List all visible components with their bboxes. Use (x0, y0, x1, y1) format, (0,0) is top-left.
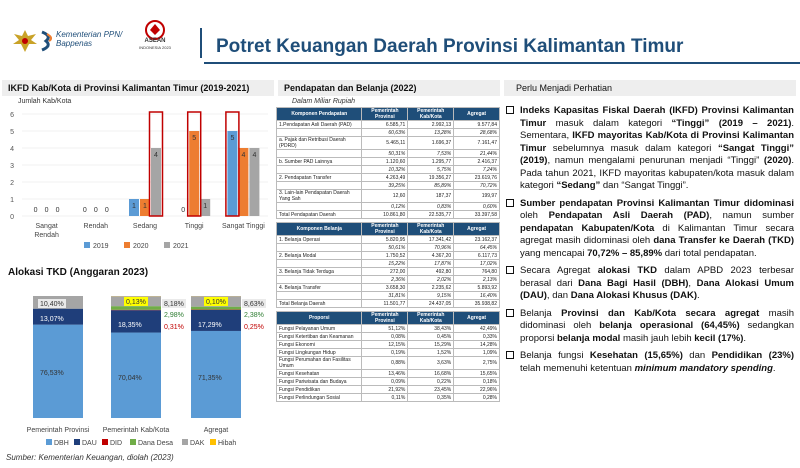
perhatian-item (506, 265, 794, 303)
tkd-label: 13,07% (40, 316, 64, 323)
ikfd-legend-swatch (164, 242, 170, 248)
table-cell: 3,63% (408, 357, 454, 370)
tkd-label: 8,18% (164, 301, 184, 308)
table-cell (277, 260, 362, 268)
ikfd-data-label: 1 (143, 203, 147, 210)
ikfd-ytick: 0 (10, 214, 14, 221)
tkd-label: 0,13% (126, 299, 146, 306)
title-underline (204, 62, 800, 64)
table-cell: 7,53% (408, 150, 454, 158)
ikfd-category-label: Rendah (83, 223, 109, 230)
checkbox-bullet-icon (506, 199, 514, 207)
table-cell: 4. Belanja Transfer (277, 284, 362, 292)
table-cell: 4.263,49 (362, 174, 408, 182)
table-row (277, 260, 500, 268)
table-cell (277, 182, 362, 190)
table-header-cell: Komponen Pendapatan (277, 108, 362, 121)
table-cell: 10,32% (362, 166, 408, 174)
table-cell (277, 166, 362, 174)
tkd-legend-label: DAK (190, 440, 205, 447)
perhatian-text: Belanja fungsi Kesehatan (15,65%) dan Pendidikan (23%) telah memenuhi ketentuan minimum mandatory spending. (520, 350, 795, 374)
table-cell: 17.341,42 (408, 236, 454, 244)
table-cell: 764,80 (454, 268, 500, 276)
source-note: Sumber: Kementerian Keuangan, diolah (2023) (6, 453, 174, 462)
table-row (277, 292, 500, 300)
ikfd-category-label: Tinggi (184, 223, 204, 230)
table-row (277, 333, 500, 341)
asean-label: ASEAN (144, 38, 166, 44)
table-cell: 9.577,84 (454, 121, 500, 129)
table-cell (277, 244, 362, 252)
perhatian-text: Sumber pendapatan Provinsi Kalimantan Timur didominasi oleh Pendapatan Asli Daerah (PAD), namun sumber pendapatan Kabupaten/Kota di Kalimantan Timur secara agregat masih didominasi oleh dana Transfer ke Daerah (TKD) yang mencapai 70,72% – 85,89% dari total pendapatan. (520, 197, 794, 259)
ministry-name (56, 30, 122, 48)
page-title: Potret Keuangan Daerah Provinsi Kalimantan Timur (216, 36, 684, 57)
table-cell: 31,81% (362, 292, 408, 300)
header-divider (200, 28, 202, 58)
ikfd-data-label: 1 (203, 203, 208, 210)
table-cell: a. Pajak dan Retribusi Daerah (PDRD) (277, 137, 362, 150)
table-row (277, 174, 500, 182)
ikfd-data-label: 0 (55, 207, 60, 214)
belanja-table (276, 222, 500, 308)
table-row (277, 137, 500, 150)
ikfd-legend-label: 2020 (133, 243, 149, 250)
table-cell: 50,61% (362, 244, 408, 252)
ikfd-data-label: 0 (104, 207, 109, 214)
tkd-legend-label: DAU (82, 440, 97, 447)
table-cell: 1.696,37 (408, 137, 454, 150)
table-header-cell: Proporsi (277, 312, 362, 325)
table-row (277, 129, 500, 137)
table-cell: Fungsi Ketertiban dan Keamanan (277, 333, 362, 341)
table-row (277, 182, 500, 190)
table-cell: 5.465,11 (362, 137, 408, 150)
tkd-label: 76,53% (40, 370, 64, 377)
perhatian-item (506, 198, 794, 261)
checkbox-bullet-icon (506, 106, 514, 114)
table-header-cell: Agregat (454, 108, 500, 121)
table-cell (277, 276, 362, 284)
tkd-label: 0,31% (164, 324, 184, 331)
perhatian-text: Secara Agregat alokasi TKD dalam APBD 2023 terbesar berasal dari Dana Bagi Hasil (DBH), Dana Alokasi Umum (DAU), dan Dana Alokasi Khusus (DAK). (520, 265, 794, 301)
table-cell: 11.501,77 (362, 300, 408, 308)
table-cell: 5,75% (408, 166, 454, 174)
table-cell: 0,12% (362, 203, 408, 211)
tkd-label: 8,63% (244, 301, 264, 308)
fungsi-table (276, 311, 500, 402)
ministry-line1: Kementerian PPN/ (56, 30, 123, 39)
checkbox-bullet-icon (506, 309, 514, 317)
table-row (277, 370, 500, 378)
table-cell: 17,87% (408, 260, 454, 268)
ikfd-legend-label: 2019 (93, 243, 109, 250)
table-row (277, 284, 500, 292)
tkd-legend-swatch (46, 439, 52, 445)
tkd-title: Alokasi TKD (Anggaran 2023) (8, 267, 149, 278)
tkd-legend-swatch (210, 439, 216, 445)
ikfd-data-label: 0 (93, 207, 98, 214)
table-cell: 70,72% (454, 182, 500, 190)
table-cell: 70,96% (408, 244, 454, 252)
table-cell: 1,09% (454, 349, 500, 357)
table-header-cell: Pemerintah Kab/Kota (408, 223, 454, 236)
table-cell: 187,37 (408, 190, 454, 203)
table-header-cell: Pemerintah Provinsi (362, 312, 408, 325)
table-cell: 23.162,37 (454, 236, 500, 244)
tkd-category-label: Pemerintah Provinsi (26, 427, 90, 434)
table-cell: 0,08% (362, 333, 408, 341)
tkd-legend-label: Hibah (218, 440, 237, 447)
ikfd-category-label: Sangat (35, 223, 58, 230)
table-row (277, 252, 500, 260)
table-section-title: Pendapatan dan Belanja (2022) (284, 83, 417, 93)
tkd-label: 17,29% (198, 322, 222, 329)
table-row (277, 394, 500, 402)
table-cell: 19.356,27 (408, 174, 454, 182)
table-row (277, 349, 500, 357)
ikfd-ytick: 1 (10, 197, 14, 204)
tkd-label: 2,98% (164, 312, 184, 319)
ikfd-data-label: 4 (241, 152, 246, 159)
perhatian-list (506, 105, 794, 380)
ikfd-category-label-2: Rendah (34, 232, 59, 239)
ikfd-legend-label: 2021 (173, 243, 189, 250)
ikfd-data-label: 0 (181, 207, 186, 214)
table-row (277, 236, 500, 244)
table-cell: 2,13% (454, 276, 500, 284)
tkd-legend-swatch (182, 439, 188, 445)
tkd-category-label: Agregat (203, 427, 229, 434)
table-cell: 0,45% (408, 333, 454, 341)
tkd-label: 70,04% (118, 375, 142, 382)
ikfd-legend-swatch (124, 242, 130, 248)
table-cell: Total Pendapatan Daerah (277, 211, 362, 219)
table-cell: 2. Belanja Modal (277, 252, 362, 260)
ikfd-category-label: Sangat Tinggi (221, 223, 265, 230)
table-cell: 1,52% (408, 349, 454, 357)
ikfd-category-label: Sedang (132, 223, 158, 230)
table-row (277, 166, 500, 174)
table-cell: Fungsi Lingkungan Hidup (277, 349, 362, 357)
table-cell: 1.295,77 (408, 158, 454, 166)
table-cell: 492,80 (408, 268, 454, 276)
tkd-legend-swatch (130, 439, 136, 445)
table-cell: 1. Belanja Operasi (277, 236, 362, 244)
table-row (277, 158, 500, 166)
table-cell: 21,92% (362, 386, 408, 394)
perhatian-item (506, 105, 794, 193)
table-cell: 272,00 (362, 268, 408, 276)
table-cell: 1.120,60 (362, 158, 408, 166)
perhatian-item (506, 308, 794, 346)
table-cell: 7.161,47 (454, 137, 500, 150)
table-cell: 2,36% (362, 276, 408, 284)
table-cell: 2. Pendapatan Transfer (277, 174, 362, 182)
tkd-legend-swatch (102, 439, 108, 445)
table-header-cell: Komponen Belanja (277, 223, 362, 236)
table-cell: 85,89% (408, 182, 454, 190)
table-cell: 24.437,05 (408, 300, 454, 308)
table-cell: 15,65% (454, 370, 500, 378)
table-cell: 12,15% (362, 341, 408, 349)
table-cell: 5.893,92 (454, 284, 500, 292)
table-header-cell: Agregat (454, 223, 500, 236)
perhatian-item (506, 350, 794, 375)
ikfd-data-label: 5 (230, 135, 235, 142)
table-cell: Fungsi Pendidikan (277, 386, 362, 394)
header (0, 0, 800, 70)
table-cell: 28,68% (454, 129, 500, 137)
table-cell: Fungsi Pelayanan Umum (277, 325, 362, 333)
tkd-bar-segment (111, 306, 161, 310)
table-cell: 39,25% (362, 182, 408, 190)
ikfd-bar (227, 131, 237, 216)
table-cell: 22,96% (454, 386, 500, 394)
table-cell: 33.397,58 (454, 211, 500, 219)
table-cell: Fungsi Perumahan dan Fasilitas Umum (277, 357, 362, 370)
ikfd-title: IKFD Kab/Kota di Provinsi Kalimantan Timur (2019-2021) (8, 83, 250, 93)
table-cell: 0,18% (454, 378, 500, 386)
table-row (277, 244, 500, 252)
table-cell: 3. Belanja Tidak Terduga (277, 268, 362, 276)
table-cell: 50,31% (362, 150, 408, 158)
finance-tables (276, 107, 500, 402)
table-cell: 5.820,95 (362, 236, 408, 244)
table-cell: 0,19% (362, 349, 408, 357)
table-row (277, 386, 500, 394)
ikfd-data-label: 0 (33, 207, 38, 214)
table-row (277, 300, 500, 308)
table-cell (277, 292, 362, 300)
ikfd-data-label: 1 (132, 203, 136, 210)
table-cell (277, 129, 362, 137)
table-cell: 15,22% (362, 260, 408, 268)
table-cell: 16,68% (408, 370, 454, 378)
table-row (277, 357, 500, 370)
table-cell: 0,33% (454, 333, 500, 341)
table-cell: 1.750,52 (362, 252, 408, 260)
tkd-label: 0,25% (244, 324, 264, 331)
pendapatan-table (276, 107, 500, 219)
checkbox-bullet-icon (506, 266, 514, 274)
tkd-chart (0, 284, 275, 454)
garuda-logo-icon (10, 26, 40, 56)
table-cell: 0,11% (362, 394, 408, 402)
table-cell: 10.861,80 (362, 211, 408, 219)
tkd-legend-swatch (74, 439, 80, 445)
tkd-label: 10,40% (40, 301, 64, 308)
tkd-bar-segment (191, 307, 241, 310)
ikfd-ytick: 6 (10, 112, 14, 119)
table-cell (277, 150, 362, 158)
table-header-cell: Agregat (454, 312, 500, 325)
table-row (277, 268, 500, 276)
table-cell: 4.367,20 (408, 252, 454, 260)
table-cell: 60,63% (362, 129, 408, 137)
table-cell: 2,75% (454, 357, 500, 370)
table-cell: 22.535,77 (408, 211, 454, 219)
table-header-cell: Pemerintah Provinsi (362, 108, 408, 121)
ikfd-data-label: 4 (154, 152, 158, 159)
table-cell: 6.117,73 (454, 252, 500, 260)
table-cell: b. Sumber PAD Lainnya (277, 158, 362, 166)
ppn-logo-icon (40, 30, 54, 52)
table-cell: 23,45% (408, 386, 454, 394)
ikfd-bar (189, 131, 199, 216)
table-cell: 12,60 (362, 190, 408, 203)
table-cell: 1.Pendapatan Asli Daerah (PAD) (277, 121, 362, 129)
table-cell: 0,35% (408, 394, 454, 402)
tkd-legend-label: Dana Desa (138, 440, 174, 447)
ikfd-ytick: 4 (10, 146, 14, 153)
tkd-category-label: Pemerintah Kab/Kota (102, 427, 170, 434)
ikfd-ytick: 3 (10, 163, 14, 170)
ikfd-ylabel: Jumlah Kab/Kota (18, 98, 72, 105)
table-cell: 38,43% (408, 325, 454, 333)
table-cell: 15,29% (408, 341, 454, 349)
table-cell: 2.992,13 (408, 121, 454, 129)
table-cell: 21,44% (454, 150, 500, 158)
table-cell: 17,02% (454, 260, 500, 268)
table-cell: 35.938,82 (454, 300, 500, 308)
ikfd-ytick: 5 (10, 129, 14, 136)
table-cell: 51,12% (362, 325, 408, 333)
perhatian-title: Perlu Menjadi Perhatian (516, 83, 613, 93)
table-header-cell: Pemerintah Provinsi (362, 223, 408, 236)
checkbox-bullet-icon (506, 351, 514, 359)
ikfd-data-label: 0 (82, 207, 87, 214)
table-cell: 0,88% (362, 357, 408, 370)
table-cell: 0,28% (454, 394, 500, 402)
table-row (277, 378, 500, 386)
table-cell: 0,22% (408, 378, 454, 386)
table-row (277, 341, 500, 349)
perhatian-text: Indeks Kapasitas Fiskal Daerah (IKFD) Provinsi Kalimantan Timur masuk dalam kategori “Tinggi” (2019 – 2021). Sementara, IKFD mayoritas Kab/Kota di Provinsi Kalimantan Timur sebelumnya masuk dalam kategori “Sangat Tinggi” (2019), namun mengalami penurunan menjadi “Tinggi” (2020). Pada tahun 2021, IKFD mayoritas kabupaten/kota masuk dalam kategori “Sedang” dan “Sangat Tinggi”. (520, 105, 794, 191)
table-cell: 7,24% (454, 166, 500, 174)
table-cell: Fungsi Ekonomi (277, 341, 362, 349)
tkd-legend-label: DBH (54, 440, 69, 447)
tkd-legend-label: DID (110, 440, 123, 447)
table-cell: Fungsi Pariwisata dan Budaya (277, 378, 362, 386)
table-cell: Total Belanja Daerah (277, 300, 362, 308)
table-row (277, 325, 500, 333)
table-cell: 0,83% (408, 203, 454, 211)
table-cell: 199,97 (454, 190, 500, 203)
asean-sub: INDONESIA 2023 (139, 45, 171, 50)
ikfd-data-label: 4 (252, 152, 257, 159)
table-cell (277, 203, 362, 211)
table-header-cell: Pemerintah Kab/Kota (408, 312, 454, 325)
table-cell: 2.235,62 (408, 284, 454, 292)
table-cell: Fungsi Perlindungan Sosial (277, 394, 362, 402)
table-cell: 6.585,71 (362, 121, 408, 129)
table-cell: 3.658,30 (362, 284, 408, 292)
table-row (277, 211, 500, 219)
table-cell: 13,46% (362, 370, 408, 378)
table-cell: 9,15% (408, 292, 454, 300)
table-cell: 0,60% (454, 203, 500, 211)
table-subtitle: Dalam Miliar Rupiah (292, 98, 356, 105)
ikfd-data-label: 5 (192, 135, 197, 142)
table-row (277, 150, 500, 158)
ikfd-data-label: 0 (44, 207, 49, 214)
table-cell: 14,28% (454, 341, 500, 349)
table-row (277, 190, 500, 203)
table-cell: 0,09% (362, 378, 408, 386)
table-cell: Fungsi Kesehatan (277, 370, 362, 378)
table-cell: 16,40% (454, 292, 500, 300)
table-cell: 64,45% (454, 244, 500, 252)
table-cell: 2.416,37 (454, 158, 500, 166)
ikfd-legend-swatch (84, 242, 90, 248)
table-cell: 2,02% (408, 276, 454, 284)
ikfd-chart (0, 100, 275, 262)
ministry-line2: Bappenas (56, 39, 93, 48)
table-row (277, 276, 500, 284)
ikfd-ytick: 2 (10, 180, 14, 187)
table-row (277, 121, 500, 129)
table-cell: 3. Lain-lain Pendapatan Daerah Yang Sah (277, 190, 362, 203)
perhatian-text: Belanja Provinsi dan Kab/Kota secara agregat masih didominasi oleh belanja operasional (64,45%) sedangkan proporsi belanja modal masih jauh lebih kecil (17%). (520, 307, 794, 344)
table-row (277, 203, 500, 211)
tkd-label: 2,38% (244, 312, 264, 319)
table-cell: 42,49% (454, 325, 500, 333)
tkd-label: 18,35% (118, 322, 142, 329)
table-header-cell: Pemerintah Kab/Kota (408, 108, 454, 121)
tkd-label: 71,35% (198, 375, 222, 382)
table-cell: 13,28% (408, 129, 454, 137)
table-cell: 23.619,76 (454, 174, 500, 182)
tkd-label: 0,10% (206, 299, 226, 306)
